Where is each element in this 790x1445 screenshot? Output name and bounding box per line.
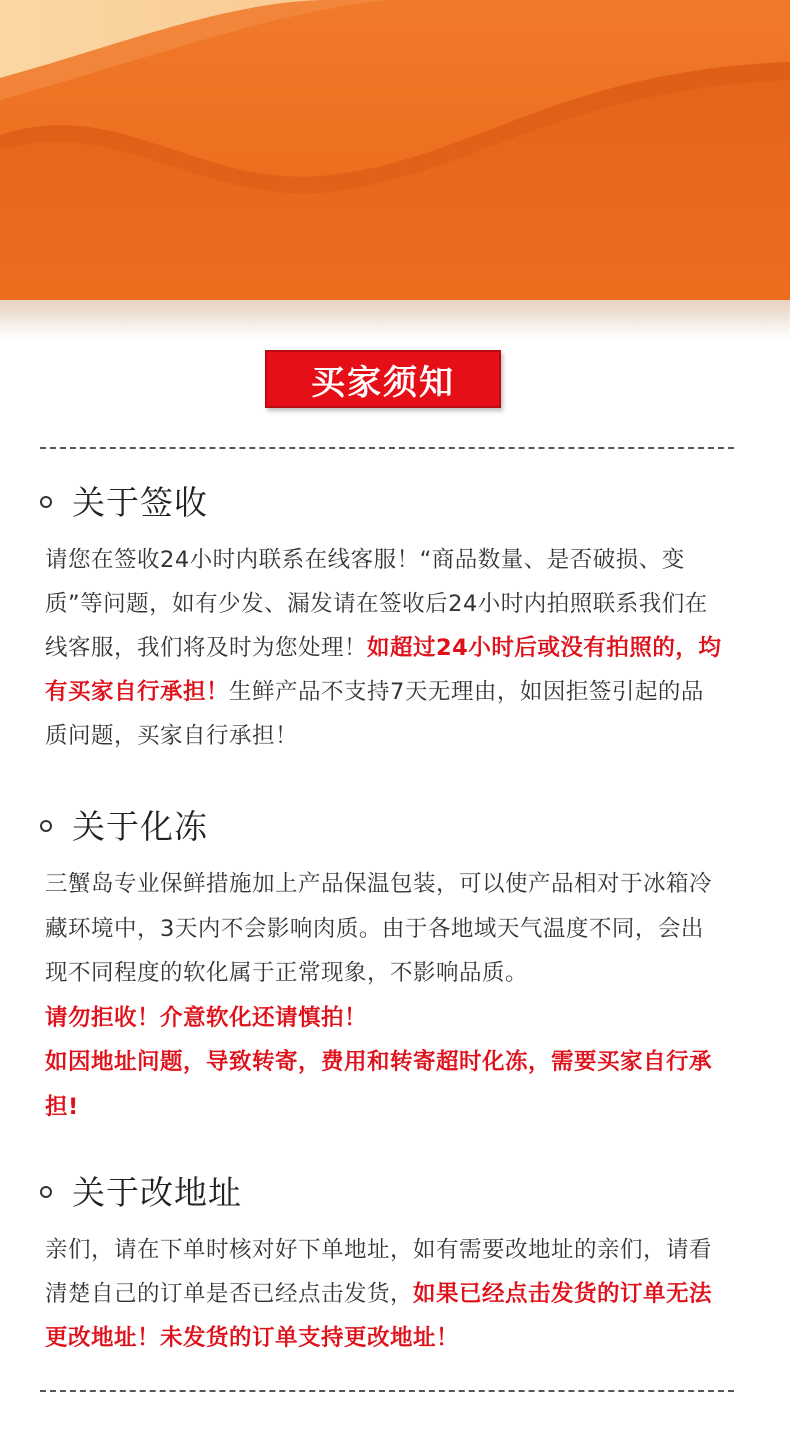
section-change-address	[40, 1168, 740, 1360]
circle-bullet-icon	[40, 496, 52, 508]
paragraph-text: 生鲜产品不支持7天无理由，如因拒签引起的品质问题，买家自行承担！	[45, 679, 704, 749]
section-heading	[40, 478, 740, 522]
warning-text: 如超过24小时后或没有拍照的，均有买家自行承担！	[45, 635, 722, 705]
header-banner	[0, 0, 790, 340]
wave-decoration	[0, 0, 790, 340]
warning-text: 请勿拒收！介意软化还请慎拍！	[45, 1004, 368, 1031]
section-heading	[40, 1168, 740, 1212]
circle-bullet-icon	[40, 820, 52, 832]
section-thawing	[40, 802, 740, 1129]
section-paragraph	[45, 862, 725, 1129]
paragraph-text: 三蟹岛专业保鲜措施加上产品保温包装，可以使产品相对于冰箱冷藏环境中，3天内不会影响肉质。由于各地域天气温度不同，会出现不同程度的软化属于正常现象，不影响品质。	[45, 871, 713, 986]
section-heading-text: 关于化冻	[72, 806, 208, 846]
section-heading-text: 关于签收	[72, 482, 208, 522]
section-paragraph	[45, 1228, 725, 1360]
section-signing	[40, 478, 740, 758]
divider-bottom	[40, 1390, 734, 1392]
notice-title-badge	[265, 350, 501, 408]
paragraph-text: 亲们，请在下单时核对好下单地址，如有需要改地址的亲们，请看清楚自己的订单是否已经点击发货，	[45, 1237, 713, 1307]
section-paragraph	[45, 538, 725, 758]
section-heading-text: 关于改地址	[72, 1172, 242, 1212]
paragraph-text: 请您在签收24小时内联系在线客服！“商品数量、是否破损、变质”等问题，如有少发、漏发请在签收后24小时内拍照联系我们在线客服，我们将及时为您处理！	[45, 547, 708, 661]
divider-top	[40, 447, 734, 449]
warning-text: 如果已经点击发货的订单无法更改地址！未发货的订单支持更改地址！	[45, 1281, 713, 1351]
warning-text: 如因地址问题，导致转寄，费用和转寄超时化冻，需要买家自行承担!	[45, 1049, 713, 1120]
circle-bullet-icon	[40, 1186, 52, 1198]
notice-title: 买家须知	[311, 362, 455, 403]
section-heading	[40, 802, 740, 846]
